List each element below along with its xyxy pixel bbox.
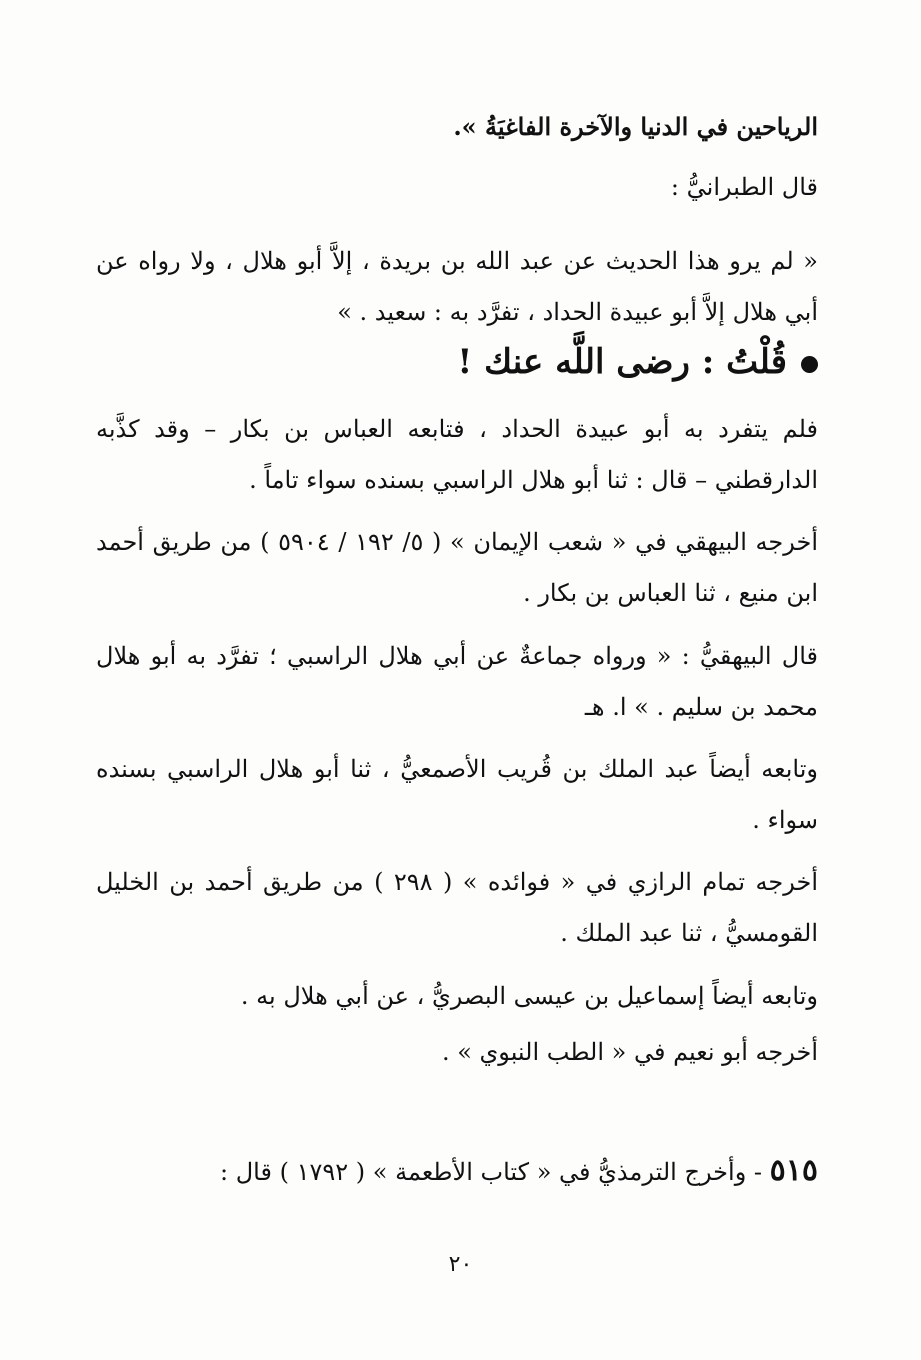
paragraph-continuation: الرياحين في الدنيا والآخرة الفاغيَةُ ». (453, 112, 818, 141)
bullet-icon (801, 356, 818, 373)
paragraph-bayhaqi-says: قال البيهقيُّ : « ورواه جماعةٌ عن أبي هلال الراسبي ؛ تفرَّد به أبو هلال محمد بن سليم . » ا. هـ (96, 642, 818, 721)
paragraph-tabarani-quote: « لم يرو هذا الحديث عن عبد الله بن بريدة ، إلاَّ أبو هلال ، ولا رواه عن أبي هلال إلاَّ أبو عبيدة الحداد ، تفرَّد به : سعيد . » (96, 247, 818, 326)
section-heading (400, 338, 818, 386)
paragraph-tammam-source: أخرجه تمام الرازي في « فوائده » ( ٢٩٨ ) من طريق أحمد بن الخليل القومسيُّ ، ثنا عبد الملك . (96, 868, 818, 947)
paragraph-abu-nuaym-source: أخرجه أبو نعيم في « الطب النبوي » . (441, 1038, 818, 1066)
hadith-515-text: - وأخرج الترمذيُّ في « كتاب الأطعمة » ( ١٧٩٢ ) قال : (220, 1158, 763, 1186)
paragraph-bayhaqi-source: أخرجه البيهقي في « شعب الإيمان » ( ٥/ ١٩٢ / ٥٩٠٤ ) من طريق أحمد ابن منيع ، ثنا العباس بن بكار . (96, 528, 819, 607)
paragraph-abbas-follows: فلم يتفرد به أبو عبيدة الحداد ، فتابعه العباس بن بكار – وقد كذَّبه الدارقطني – قال : ثنا أبو هلال الراسبي بسنده سواء تاماً . (96, 415, 818, 494)
heading-text: قُلْتُ : رضى اللَّه عنك ! (457, 342, 787, 382)
paragraph-asmai-follows: وتابعه أيضاً عبد الملك بن قُريب الأصمعيُّ ، ثنا أبو هلال الراسبي بسنده سواء . (96, 755, 818, 834)
paragraph-ismail-follows: وتابعه أيضاً إسماعيل بن عيسى البصريُّ ، عن أبي هلال به . (240, 982, 818, 1010)
paragraph-hadith-515 (96, 1145, 818, 1198)
hadith-number: ٥١٥ (769, 1153, 818, 1188)
paragraph-tabarani-says: قال الطبرانيُّ : (670, 173, 818, 201)
page-number: ٢٠ (448, 1252, 473, 1277)
